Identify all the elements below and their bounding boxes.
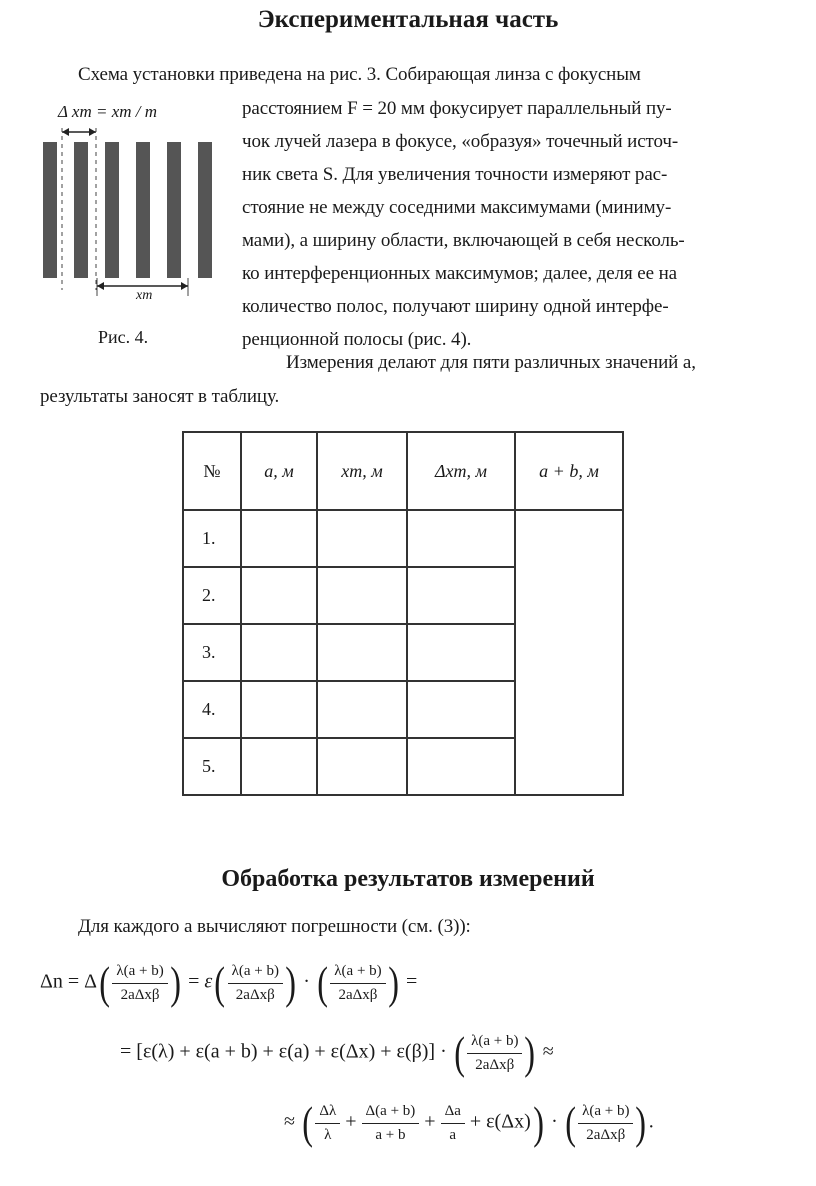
paragraph-line: количество полос, получают ширину одной интерфе- bbox=[242, 296, 669, 317]
fraction: $\frac{\Delta a}{a}$ bbox=[441, 1102, 465, 1145]
section-heading-experimental: Экспериментальная часть bbox=[257, 6, 559, 33]
fraction: $\frac{\Delta(a + b)}{a + b}$ bbox=[362, 1102, 420, 1145]
fringe-stripe bbox=[198, 142, 212, 278]
figure-xm-label: xm bbox=[136, 288, 153, 303]
paragraph-line: ник света S. Для увеличения точности измеряют рас- bbox=[242, 164, 668, 185]
figure-formula-label: Δ xm = xm / m bbox=[58, 102, 158, 121]
table-row-number: 4. bbox=[183, 681, 241, 738]
fringe-stripe bbox=[136, 142, 150, 278]
table-cell bbox=[317, 681, 407, 738]
paragraph-line: стояние не между соседними максимумами (миниму- bbox=[242, 197, 672, 218]
table-cell bbox=[407, 681, 515, 738]
paragraph-line: ко интерференционных максимумов; далее, деля ее на bbox=[242, 263, 678, 284]
paragraph-line: результаты заносят в таблицу. bbox=[40, 386, 280, 407]
table-header-cell: a + b, м bbox=[515, 432, 623, 510]
table-cell bbox=[407, 567, 515, 624]
table-cell bbox=[317, 567, 407, 624]
figure-caption: Рис. 4. bbox=[98, 327, 149, 347]
equation-line-1: Δn = Δ( $\frac{\lambda(a + b)}{\text{2aΔxβ}}$ ) = ε( $\frac{\lambda(a + b)}{\text{2aΔxβ}}$ ) · ( $\frac{\lambda(a + b)}{\text{2aΔxβ}}$ ) = bbox=[40, 957, 418, 1008]
table-header-cell: a, м bbox=[241, 432, 317, 510]
table-row-number: 2. bbox=[183, 567, 241, 624]
fraction: $\frac{\Delta\lambda}{\lambda}$ bbox=[315, 1102, 340, 1145]
paragraph-line: ренционной полосы (рис. 4). bbox=[242, 329, 472, 350]
fringe-diagram bbox=[40, 100, 230, 310]
results-table bbox=[182, 431, 624, 796]
table-cell bbox=[241, 681, 317, 738]
paragraph-line: чок лучей лазера в фокусе, «образуя» точечный источ- bbox=[242, 131, 679, 152]
table-header-cell: xm, м bbox=[317, 432, 407, 510]
fraction: $\frac{\lambda(a + b)}{\text{2aΔxβ}}$ bbox=[578, 1102, 633, 1145]
table-row-number: 1. bbox=[183, 510, 241, 567]
table-row-number: 3. bbox=[183, 624, 241, 681]
fringe-stripe bbox=[167, 142, 181, 278]
fringe-stripe bbox=[105, 142, 119, 278]
table-header-cell: № bbox=[183, 432, 241, 510]
paragraph-line: Измерения делают для пяти различных значений a, bbox=[286, 352, 696, 373]
table-cell bbox=[407, 510, 515, 567]
paragraph-line: расстоянием F = 20 мм фокусирует параллельный пу- bbox=[242, 98, 672, 119]
table-row bbox=[183, 510, 623, 567]
table-cell bbox=[241, 567, 317, 624]
table-cell bbox=[407, 738, 515, 795]
equation-line-2: = [ε(λ) + ε(a + b) + ε(a) + ε(Δx) + ε(β)] · ( $\frac{\lambda(a + b)}{\text{2aΔxβ}}$ ) ≈ bbox=[120, 1027, 554, 1078]
table-cell bbox=[241, 624, 317, 681]
table-cell bbox=[317, 624, 407, 681]
table-cell bbox=[407, 624, 515, 681]
fraction: $\frac{\lambda(a + b)}{\text{2aΔxβ}}$ bbox=[228, 962, 283, 1005]
figure-interference-fringes bbox=[40, 100, 230, 340]
table-cell bbox=[241, 738, 317, 795]
fraction: $\frac{\lambda(a + b)}{\text{2aΔxβ}}$ bbox=[112, 962, 167, 1005]
table-header-cell: Δxm, м bbox=[407, 432, 515, 510]
fraction: $\frac{\lambda(a + b)}{\text{2aΔxβ}}$ bbox=[330, 962, 385, 1005]
paragraph-line: Для каждого a вычисляют погрешности (см. (3)): bbox=[78, 916, 471, 937]
fringe-stripe bbox=[43, 142, 57, 278]
paragraph-line: мами), а ширину области, включающей в себя несколь- bbox=[242, 230, 685, 251]
table-cell-merged bbox=[515, 510, 623, 795]
table-header-row bbox=[183, 432, 623, 510]
equation-lhs: Δn = Δ bbox=[40, 970, 98, 993]
table-cell bbox=[317, 738, 407, 795]
section-heading-processing: Обработка результатов измерений bbox=[221, 866, 595, 892]
fringe-stripe bbox=[74, 142, 88, 278]
equation-line-3: ≈ ( $\frac{\Delta\lambda}{\lambda}$ + $\frac{\Delta(a + b)}{a + b}$ + $\frac{\Delta a}{a}$ + ε(Δx)) · ( $\frac{\lambda(a + b)}{\text{2aΔxβ}}$ ) . bbox=[284, 1097, 654, 1148]
fraction: $\frac{\lambda(a + b)}{\text{2aΔxβ}}$ bbox=[467, 1032, 522, 1075]
paragraph-line: Схема установки приведена на рис. 3. Собирающая линза с фокусным bbox=[78, 64, 641, 85]
table-cell bbox=[317, 510, 407, 567]
table-row-number: 5. bbox=[183, 738, 241, 795]
table-cell bbox=[241, 510, 317, 567]
